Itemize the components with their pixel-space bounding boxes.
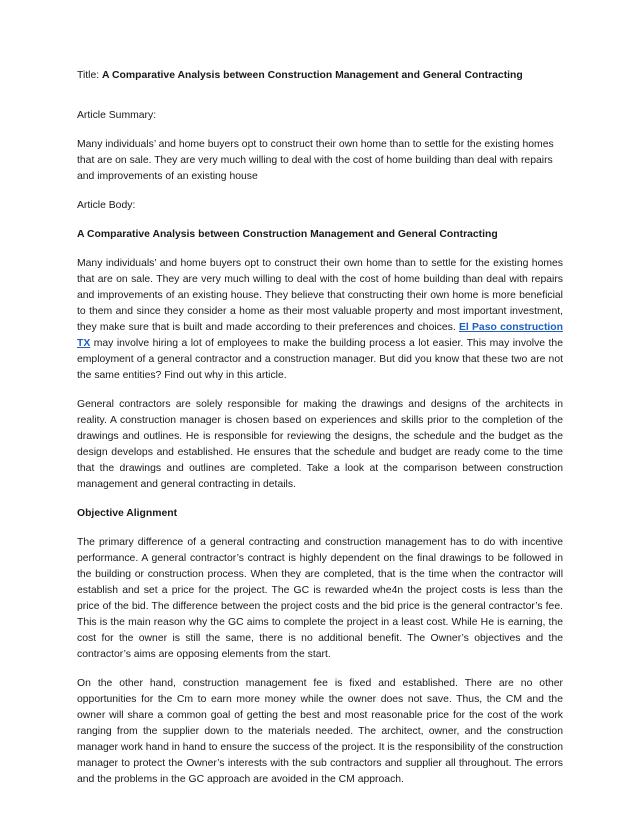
body-heading: A Comparative Analysis between Construction Management and General Contracting: [77, 229, 498, 240]
title-prefix: Title:: [77, 70, 103, 81]
body-paragraph-1: [77, 256, 563, 384]
paragraph-1-text-after: may involve hiring a lot of employees to make the building process a lot easier. This may involve the employment of a general contractor and a construction manager. But did you know that these two are not the same entities? Find out why in this article.: [77, 338, 563, 381]
summary-label: Article Summary:: [77, 110, 157, 121]
paragraph-1-text-before: Many individuals’ and home buyers opt to construct their own home than to settle for the existing homes that are on sale. They are very much willing to deal with the cost of home building than deal with repairs and improvements of an existing house. They believe that constructing their own home is more beneficial to them and since they consider a home as their most valuable property and most important investment, they make sure that is built and made according to their preferences and choices.: [77, 258, 563, 333]
body-label: Article Body:: [77, 200, 136, 211]
document-page: [77, 68, 563, 788]
objective-alignment-heading: Objective Alignment: [77, 508, 178, 519]
summary-text: Many individuals’ and home buyers opt to construct their own home than to settle for the existing homes that are on sale. They are very much willing to deal with the cost of home building than deal with repairs and improvements of an existing house: [77, 139, 554, 182]
el-paso-construction-link[interactable]: El Paso construction TX: [77, 322, 563, 349]
body-paragraph-2: General contractors are solely responsible for making the drawings and designs of the architects in reality. A construction manager is chosen based on experiences and skills prior to the completion of the drawings and outlines. He is responsible for reviewing the designs, the schedule and the budget as the design develops and established. He ensures that the schedule and budget are ready come to the time that the drawings and outlines are completed. Take a look at the comparison between construction management and general contracting in details.: [77, 399, 563, 490]
body-paragraph-3: The primary difference of a general contracting and construction management has to do with incentive performance. A general contractor’s contract is highly dependent on the final drawings to be followed in the building or construction process. When they are completed, that is the time when the contractor will establish and set a price for the project. The GC is rewarded whe4n the project costs is less than the price of the bid. The difference between the project costs and the bid price is the general contractor’s fee. This is the main reason why the GC aims to complete the project in a least cost. While He is earning, the cost for the owner is still the same, there is no additional benefit. The Owner’s objectives and the contractor’s aims are opposing elements from the start.: [77, 537, 563, 660]
title-line: [77, 68, 563, 84]
article-title: A Comparative Analysis between Construction Management and General Contracting: [102, 70, 523, 81]
body-paragraph-4: On the other hand, construction management fee is fixed and established. There are no other opportunities for the Cm to earn more money while the owner does not save. Thus, the CM and the owner will share a common goal of getting the best and most reasonable price for the cost of the work ranging from the supplier down to the materials needed. The architect, owner, and the construction manager work hand in hand to ensure the success of the project. It is the responsibility of the construction manager to protect the Owner’s interests with the sub contractors and supplier all throughout. The errors and the problems in the GC approach are avoided in the CM approach.: [77, 678, 563, 785]
